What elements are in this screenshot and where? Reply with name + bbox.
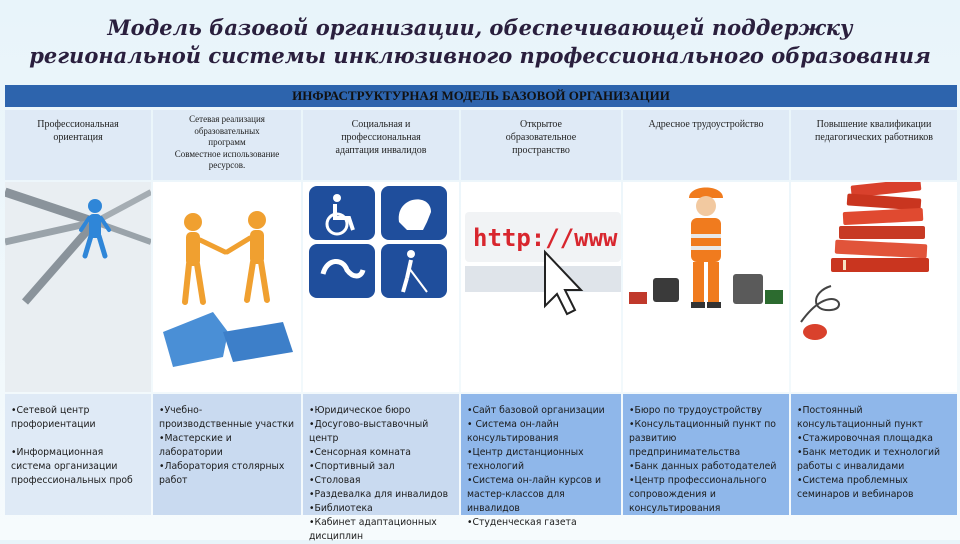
list-item: •Лаборатория столярных работ [159, 461, 285, 486]
list-item: •Студенческая газета [467, 517, 577, 528]
column-header: Социальная и профессиональная адаптация инвалидов [303, 110, 459, 180]
column-header: Повышение квалификации педагогических работников [791, 110, 957, 180]
list-item: •Библиотека [309, 503, 373, 514]
books-mouse-icon [791, 182, 957, 392]
list-item: •Учебно-производственные участки [159, 405, 295, 430]
accessibility-icons [303, 182, 459, 392]
column-header: Открытое образовательное пространство [461, 110, 621, 180]
list-item: •Сетевой центр профориентации [11, 405, 96, 430]
column-employment [623, 110, 789, 515]
list-item: •Сайт базовой организации [467, 405, 605, 416]
list-item: •Сенсорная комната [309, 447, 412, 458]
column-qualification [791, 110, 957, 515]
column-list [5, 394, 151, 515]
list-item: •Столовая [309, 475, 361, 486]
list-item: •Система он-лайн курсов и мастер-классов для инвалидов [467, 475, 602, 514]
column-list [303, 394, 459, 542]
column-open-space [461, 110, 621, 528]
title-line-1: Модель базовой организации, обеспечивающей поддержку [107, 15, 853, 40]
page-title [0, 14, 960, 70]
list-item: •Банк данных работодателей [629, 461, 777, 472]
network-figure-icon [5, 182, 151, 392]
list-item: •Центр профессионального сопровождения и консультирования [629, 475, 767, 514]
model-grid [5, 110, 957, 542]
list-item: •Юридическое бюро [309, 405, 411, 416]
column-list [153, 394, 301, 515]
list-item: •Спортивный зал [309, 461, 395, 472]
list-item: •Постоянный консультационный пункт [797, 405, 923, 430]
http-text: http://www [473, 224, 618, 252]
list-item: •Центр дистанционных технологий [467, 447, 584, 472]
column-career-guidance [5, 110, 151, 515]
list-item: •Информационная система организации профессиональных проб [11, 447, 133, 486]
list-item: •Консультационный пункт по развитию предпринимательства [629, 419, 776, 458]
list-item: •Банк методик и технологий работы с инвалидами [797, 447, 941, 472]
column-header: Профессиональная ориентация [5, 110, 151, 180]
list-item: •Стажировочная площадка [797, 433, 933, 444]
http-cursor-icon [461, 182, 621, 392]
list-item: •Кабинет адаптационных дисциплин [309, 517, 437, 542]
puzzle-handshake-icon [153, 182, 301, 392]
list-item: •Бюро по трудоустройству [629, 405, 763, 416]
column-list [461, 394, 621, 528]
section-banner: ИНФРАСТРУКТУРНАЯ МОДЕЛЬ БАЗОВОЙ ОРГАНИЗАЦИИ [5, 85, 957, 107]
column-header: Сетевая реализация образовательных программ Совместное использование ресурсов. [153, 110, 301, 180]
worker-tools-icon [623, 182, 789, 392]
column-social-adaptation [303, 110, 459, 542]
list-item: •Мастерские и лаборатории [159, 433, 232, 458]
list-item: •Система проблемных семинаров и вебинаров [797, 475, 914, 500]
column-header: Адресное трудоустройство [623, 110, 789, 180]
list-item: •Раздевалка для инвалидов [309, 489, 449, 500]
list-item: •Досугово-выставочный центр [309, 419, 429, 444]
column-list [791, 394, 957, 515]
column-list [623, 394, 789, 515]
list-item: • Система он-лайн консультирования [467, 419, 559, 444]
column-network-programs [153, 110, 301, 515]
title-line-2: региональной системы инклюзивного профессионального образования [29, 43, 931, 68]
